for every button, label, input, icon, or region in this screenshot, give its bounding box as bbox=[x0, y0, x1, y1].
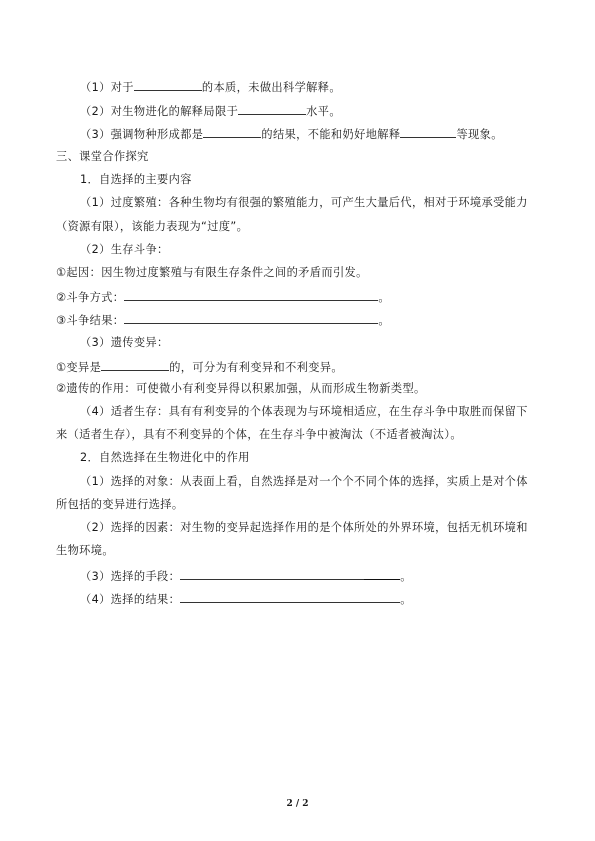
paragraph-line: 生物环境。 bbox=[56, 544, 114, 557]
fill-line-struggle-mode bbox=[56, 289, 390, 305]
fill-line-selection-result bbox=[80, 591, 412, 607]
answer-blank[interactable] bbox=[364, 568, 400, 580]
paragraph-line: （1）过度繁殖：各种生物均有很强的繁殖能力，可产生大量后代，相对于环境承受能力 bbox=[80, 196, 528, 209]
question-3-text-a: （3）强调物种形成都是 bbox=[80, 128, 204, 141]
fill-rest: 的，可分为有利变异和不利变异。 bbox=[169, 361, 344, 374]
question-1-text-b: 的本质，未做出科学解释。 bbox=[201, 81, 341, 94]
answer-blank[interactable] bbox=[238, 103, 306, 115]
question-line-2 bbox=[80, 103, 341, 119]
question-3-text-c: 等现象。 bbox=[456, 128, 503, 141]
fill-label: （4）选择的结果： bbox=[80, 593, 181, 606]
paragraph-line: ①起因：因生物过度繁殖与有限生存条件之间的矛盾而引发。 bbox=[56, 266, 368, 279]
paragraph-line: （资源有限），该能力表现为“过度”。 bbox=[56, 220, 249, 233]
answer-blank[interactable] bbox=[180, 568, 364, 580]
paragraph-line: （1）选择的对象：从表面上看，自然选择是对一个个不同个体的选择，实质上是对个体 bbox=[80, 475, 528, 488]
fill-end: 。 bbox=[378, 291, 390, 304]
question-line-3 bbox=[80, 126, 503, 142]
fill-line-selection-means bbox=[80, 568, 412, 584]
answer-blank[interactable] bbox=[124, 312, 378, 324]
question-line-1 bbox=[80, 79, 341, 95]
fill-line-struggle-result bbox=[56, 312, 390, 328]
fill-end: 。 bbox=[400, 570, 412, 583]
paragraph-line: ②遗传的作用：可使微小有利变异得以积累加强，从而形成生物新类型。 bbox=[56, 382, 426, 395]
fill-end: 。 bbox=[378, 314, 390, 327]
paragraph-line: 所包括的变异进行选择。 bbox=[56, 498, 184, 511]
page-number: 2 / 2 bbox=[286, 799, 309, 809]
question-2-text-a: （2）对生物进化的解释局限于 bbox=[80, 105, 239, 118]
fill-label: ①变异是 bbox=[56, 361, 102, 374]
answer-blank[interactable] bbox=[180, 591, 400, 603]
question-2-text-b: 水平。 bbox=[306, 105, 341, 118]
answer-blank[interactable] bbox=[101, 359, 169, 371]
section-heading: 三、课堂合作探究 bbox=[56, 150, 149, 163]
subsection-heading-1: 1．自选择的主要内容 bbox=[80, 173, 192, 186]
item-heading: （2）生存斗争： bbox=[80, 243, 169, 256]
subsection-heading-2: 2．自然选择在生物进化中的作用 bbox=[80, 451, 250, 464]
fill-label: （3）选择的手段： bbox=[80, 570, 181, 583]
fill-label: ③斗争结果： bbox=[56, 314, 125, 327]
answer-blank[interactable] bbox=[203, 126, 261, 138]
answer-blank[interactable] bbox=[400, 126, 456, 138]
fill-line-variation bbox=[56, 359, 343, 375]
paragraph-line: （4）适者生存：具有有利变异的个体表现为与环境相适应，在生存斗争中取胜而保留下 bbox=[80, 405, 528, 418]
question-3-text-b: 的结果，不能和奶好地解释 bbox=[261, 128, 401, 141]
answer-blank[interactable] bbox=[124, 289, 378, 301]
paragraph-line: （2）选择的因素：对生物的变异起选择作用的是个体所处的外界环境，包括无机环境和 bbox=[80, 521, 528, 534]
paragraph-line: 来（适者生存），具有不利变异的个体，在生存斗争中被淘汰（不适者被淘汰）。 bbox=[56, 428, 462, 441]
fill-label: ②斗争方式： bbox=[56, 291, 125, 304]
item-heading: （3）遗传变异： bbox=[80, 336, 169, 349]
question-1-text-a: （1）对于 bbox=[80, 81, 134, 94]
answer-blank[interactable] bbox=[134, 79, 202, 91]
fill-end: 。 bbox=[400, 593, 412, 606]
